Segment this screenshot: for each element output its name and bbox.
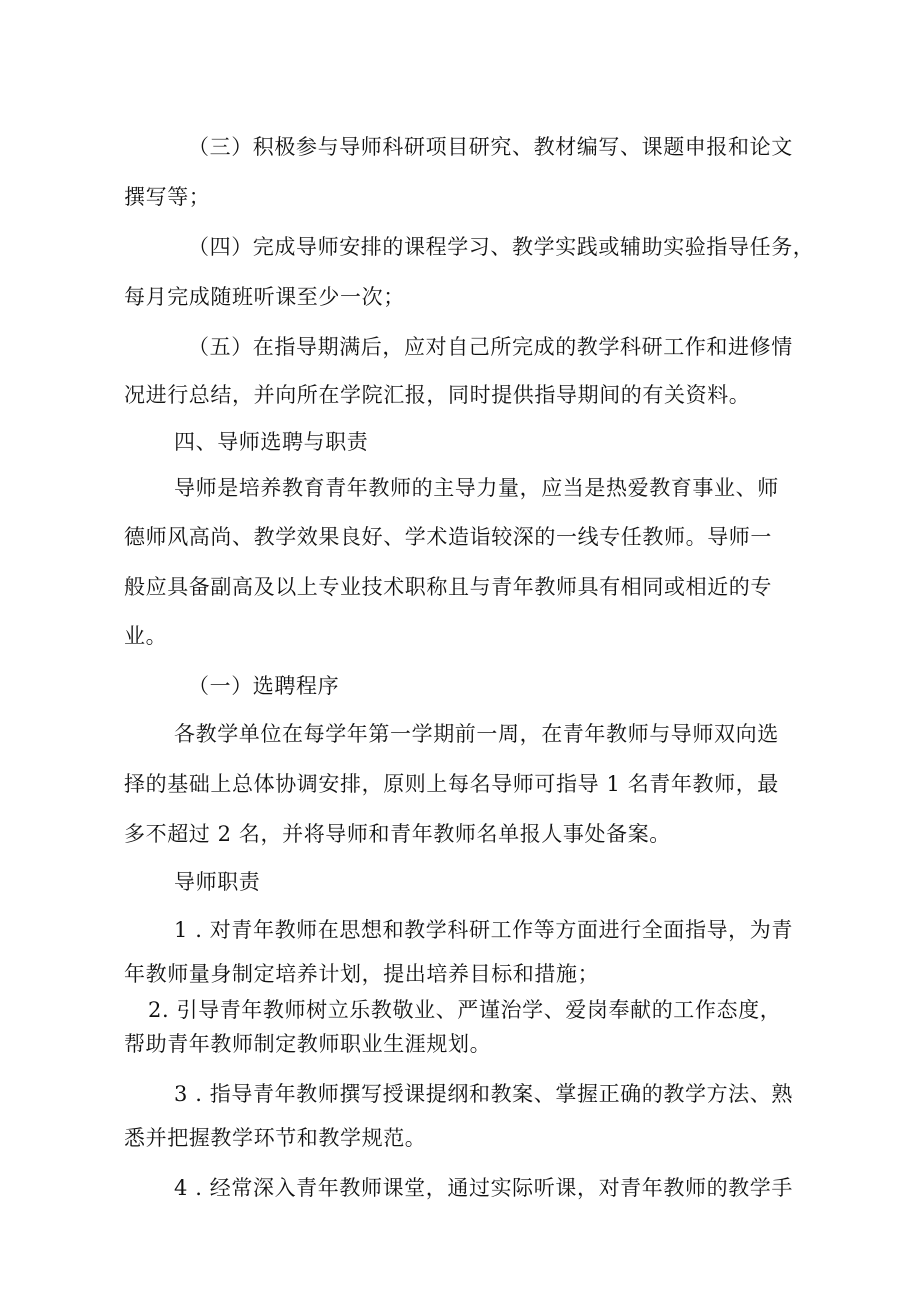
paragraph-4-line-2: 每月完成随班听课至少一次； <box>124 285 405 309</box>
paragraph-4-line-1: （四）完成导师安排的课程学习、教学实践或辅助实验指导任务， <box>188 235 815 259</box>
paragraph-3-line-1: （三）积极参与导师科研项目研究、教材编写、课题申报和论文 <box>188 135 793 159</box>
mentor-intro-line-1: 导师是培养教育青年教师的主导力量，应当是热爱教育事业、师 <box>174 476 779 500</box>
duty-1-line-1: 1 . 对青年教师在思想和教学科研工作等方面进行全面指导，为青 <box>174 918 793 942</box>
duty-2-line-2: 帮助青年教师制定教师职业生涯规划。 <box>124 1032 492 1056</box>
mentor-intro-line-2: 德师风高尚、教学效果良好、学术造诣较深的一线专任教师。导师一 <box>124 525 772 549</box>
paragraph-5-line-2: 况进行总结，并向所在学院汇报，同时提供指导期间的有关资料。 <box>124 383 751 407</box>
duty-2-line-1: 2. 引导青年教师树立乐教敬业、严谨治学、爱岗奉献的工作态度， <box>148 998 782 1022</box>
duty-3-line-2: 悉并把握教学环节和教学规范。 <box>124 1126 427 1150</box>
subheading-selection: （一）选聘程序 <box>188 674 340 698</box>
selection-line-1: 各教学单位在每学年第一学期前一周，在青年教师与导师双向选 <box>174 722 779 746</box>
section-heading: 四、导师选聘与职责 <box>174 430 369 454</box>
mentor-intro-line-3: 般应具备副高及以上专业技术职称且与青年教师具有相同或相近的专 <box>124 575 772 599</box>
paragraph-3-line-2: 撰写等； <box>124 185 211 209</box>
mentor-intro-line-4: 业。 <box>124 624 168 648</box>
selection-line-3: 多不超过 2 名，并将导师和青年教师名单报人事处备案。 <box>124 822 671 846</box>
subheading-duties: 导师职责 <box>174 870 261 894</box>
duty-1-line-2: 年教师量身制定培养计划，提出培养目标和措施； <box>124 962 600 986</box>
selection-line-2: 择的基础上总体协调安排，原则上每名导师可指导 1 名青年教师，最 <box>124 772 779 796</box>
duty-3-line-1: 3 . 指导青年教师撰写授课提纲和教案、掌握正确的教学方法、熟 <box>174 1082 793 1106</box>
duty-4-line-1: 4 . 经常深入青年教师课堂，通过实际听课，对青年教师的教学手 <box>174 1176 793 1200</box>
paragraph-5-line-1: （五）在指导期满后，应对自己所完成的教学科研工作和进修情 <box>188 335 793 359</box>
